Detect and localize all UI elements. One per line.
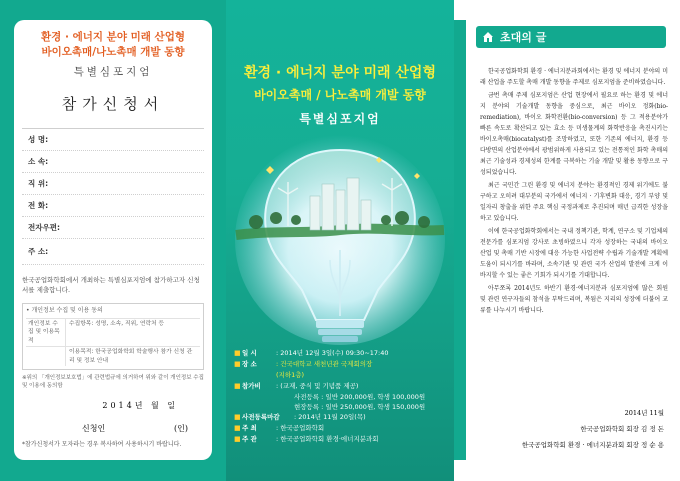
consent-note: ※위의 「개인정보보호법」에 관련법규에 의거하여 위와 같이 개인정보 수집 및 이용에 동의함 <box>22 375 204 389</box>
invitation-paragraph: 한국공업화학회 환경 · 에너지분과회에서는 환경 및 에너지 분야의 미래 산업을 주도할 촉매 개발 동향을 주제로 심포지엄을 준비하였습니다. <box>480 68 668 86</box>
cover-subtitle: 특별심포지엄 <box>299 112 381 126</box>
event-venue-floor: (지하1층) <box>276 371 305 379</box>
invitation-paragraph: 아무쪼록 2014년도 하반기 환경·에너지분과 심포지엄에 많은 회원 및 관련 연구자들의 참석을 부탁드리며, 복됨은 지리의 성장에 더불어 교류를 나누시기 바랍니다. <box>480 285 668 314</box>
event-fee-value: : (교재, 중식 및 기념품 제공) <box>276 382 359 390</box>
side-accent-bar <box>454 20 466 460</box>
seal-label: (인) <box>174 424 188 433</box>
consent-row-key <box>26 347 66 366</box>
email-field[interactable]: 전자우편: <box>22 217 204 239</box>
position-field[interactable]: 직 위: <box>22 173 204 195</box>
consent-row-value: 수집항목: 성명, 소속, 직위, 연락처 등 <box>69 320 165 327</box>
phone-field[interactable]: 전 화: <box>22 195 204 217</box>
bullet-icon: ■ <box>234 349 241 357</box>
event-date-value: : 2014년 12월 3일(수) 09:30~17:40 <box>276 349 389 357</box>
lightbulb-city-illustration <box>226 130 454 350</box>
organizer-value: : 한국공업화학회 환경·에너지분과회 <box>276 435 379 443</box>
invitation-heading: 초대의 글 <box>500 31 547 44</box>
deadline-row <box>234 412 448 422</box>
cover-panel <box>226 0 454 481</box>
signature-line <box>22 423 204 434</box>
consent-title: • 개인정보 수집 및 이용 동의 <box>26 307 103 314</box>
name-field[interactable]: 성 명: <box>22 129 204 151</box>
host-label: 주 최 <box>242 424 257 432</box>
invitation-paragraph: 최근 국민간 그린 환경 및 에너지 분야는 환경적인 경제 위기에도 불구하고 오히려 대부분의 국가에서 에너지 · 기후변화 대응, 경기 부양 및 일자리 창출을 위한 주요 핵심 국정과제로 추진되며 매년 급격한 성장을 하고 있습니다. <box>480 182 668 222</box>
affiliation-field[interactable]: 소 속: <box>22 151 204 173</box>
event-venue-label: 장 소 <box>242 360 257 368</box>
application-date: 2014년 월 일 <box>102 401 178 410</box>
copy-note: *참가신청서가 모자라는 경우 복사하여 사용하시기 바랍니다. <box>22 441 182 448</box>
bullet-icon: ■ <box>234 413 241 421</box>
invitation-paragraph: 금번 촉매 주제 심포지엄은 산업 현장에서 필요로 하는 환경 및 에너지 분야의 기술개발 동향을 중심으로, 최근 바이오 정화(bio-remediation), 바이오 화학전환(bio-conversion) 등 그 적용분야가 빠른 속도로 확산되고 있는 효소 등 미생물계의 화학반응을 촉진시키는 바이오촉매(biocatalyst)를 조망하였고, 또한 기존의 에너지, 환경 등 다방면의 산업분야에서 광범위하게 사용되고 있는 전통적인 화학 촉매의 최근 기술성과 경제성의 한계를 극복하는 기술 개발 및 활용 동향으로 구성되었습니다. <box>480 92 668 176</box>
president-signature: 한국공업화학회 회장 김 정 돈 <box>580 425 664 433</box>
form-intro-text: 한국공업화학회에서 개최하는 특별심포지엄에 참가하고자 신청서를 제출합니다. <box>22 276 200 294</box>
consent-row <box>26 318 200 347</box>
bullet-icon: ■ <box>234 424 241 432</box>
event-venue-row <box>234 359 448 369</box>
event-info <box>234 348 448 445</box>
home-icon <box>482 31 494 43</box>
privacy-consent-box <box>22 303 204 370</box>
bullet-icon: ■ <box>234 382 241 390</box>
event-fee-row <box>234 381 448 391</box>
event-date-row <box>234 348 448 358</box>
invitation-body <box>480 66 668 318</box>
cover-title-1: 환경 · 에너지 분야 미래 산업형 <box>244 65 436 81</box>
form-header-title-2: 바이오촉매/나노촉매 개발 동향 <box>41 46 185 58</box>
invitation-panel <box>454 0 680 481</box>
invitation-date: 2014년 11월 <box>624 409 664 417</box>
bullet-icon: ■ <box>234 435 241 443</box>
host-row <box>234 423 448 433</box>
consent-row-value: 이용목적: 한국공업화학회 학술행사 참가 신청 관리 및 정보 안내 <box>69 349 193 364</box>
consent-row-key: 개인정보 수집 및 이용목적 <box>26 319 66 347</box>
form-title: 참가신청서 <box>61 95 165 113</box>
bullet-icon: ■ <box>234 360 241 368</box>
event-date-label: 일 시 <box>242 349 257 357</box>
invitation-paragraph: 이에 한국공업화학회에서는 국내 정책기관, 학계, 연구소 및 기업체의 전문가를 심포지엄 강사로 초빙하였으니 각자 성장하는 국내의 바이오 산업 및 촉매 기반 시장에 대응 가능한 사업전략 수립과 기술개발 계획에 도움이 되시기를 바라며, 소속기관 및 관련 국가 산업의 발전에 크게 이바지할 수 있는 좋은 기회가 되시기를 기대합니다. <box>480 228 668 279</box>
form-header-title-1: 환경 · 에너지 분야 미래 산업형 <box>41 31 185 43</box>
event-fee-label: 참가비 <box>242 382 261 390</box>
form-header-subtitle: 특별심포지엄 <box>73 66 153 78</box>
event-venue-value: : 건국대학교 새천년관 국제회의장 <box>276 360 373 368</box>
fee-prereg: 사전등록 : 일반 200,000원, 학생 100,000원 <box>294 393 426 401</box>
address-field[interactable]: 주 소: <box>22 239 204 265</box>
division-president-signature: 한국공업화학회 환경 · 에너지분과회 회장 정 순 용 <box>521 441 664 449</box>
cover-title-2: 바이오촉매 / 나노촉매 개발 동향 <box>254 88 426 102</box>
consent-row <box>26 346 200 366</box>
registration-form <box>14 20 212 460</box>
applicant-label: 신청인 <box>82 424 106 433</box>
deadline-value: : 2014년 11월 20일(목) <box>294 413 366 421</box>
registration-panel <box>0 0 226 481</box>
host-value: : 한국공업화학회 <box>276 424 325 432</box>
deadline-label: 사전등록마감 <box>242 413 280 421</box>
invitation-header <box>476 26 666 48</box>
fee-onsite: 현장등록 : 일반 250,000원, 학생 150,000원 <box>294 403 426 411</box>
event-venue-detail-row <box>234 370 448 380</box>
form-fields <box>22 128 204 265</box>
organizer-label: 주 관 <box>242 435 257 443</box>
organizer-row <box>234 434 448 444</box>
